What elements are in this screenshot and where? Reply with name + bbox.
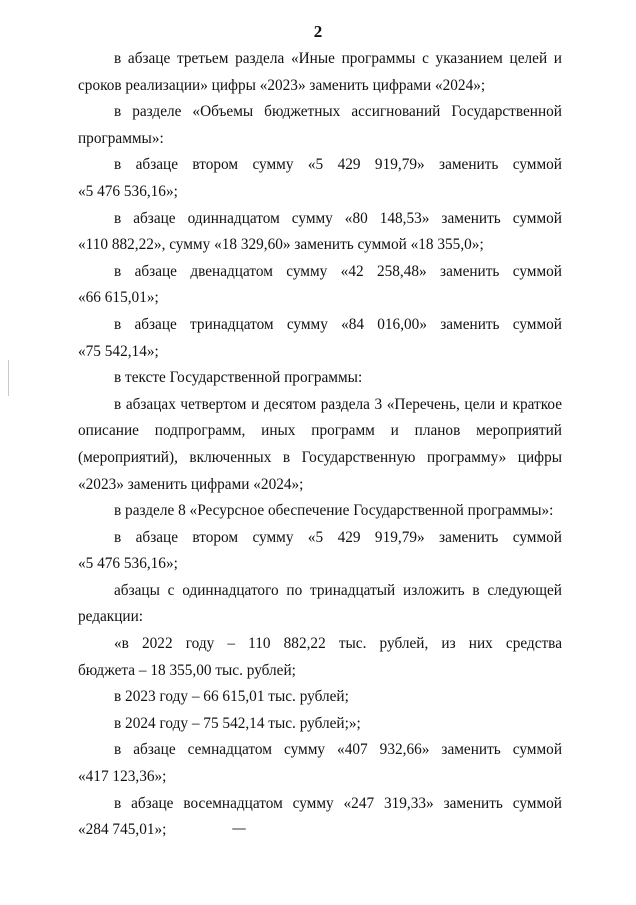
page-number: 2 bbox=[313, 22, 323, 41]
text-line: «110 882,22», сумму «18 329,60» заменить суммой «18 355,0»; bbox=[78, 236, 484, 254]
text-line: в абзацах четвертом и десятом раздела 3 «Перечень, цели и краткое bbox=[114, 395, 562, 413]
text-line: «в 2022 году – 110 882,22 тыс. рублей, из них средства bbox=[114, 635, 562, 653]
text-line: программы»: bbox=[78, 129, 164, 147]
text-line: в абзаце восемнадцатом сумму «247 319,33» заменить суммой bbox=[114, 794, 562, 812]
text-line: «5 476 536,16»; bbox=[78, 555, 178, 573]
text-line: в абзаце тринадцатом сумму «84 016,00» заменить суммой bbox=[114, 315, 562, 333]
text-line: в абзаце втором сумму «5 429 919,79» заменить суммой bbox=[114, 528, 562, 546]
text-line: «66 615,01»; bbox=[78, 289, 159, 307]
text-line: в разделе 8 «Ресурсное обеспечение Государственной программы»: bbox=[114, 502, 554, 520]
text-line: в абзаце третьем раздела «Иные программы с указанием целей и bbox=[114, 50, 562, 67]
text-line: бюджета – 18 355,00 тыс. рублей; bbox=[78, 661, 296, 679]
scan-artifact-bottom bbox=[232, 828, 246, 830]
text-line: в абзаце семнадцатом сумму «407 932,66» заменить суммой bbox=[114, 741, 562, 759]
text-line: в 2024 году – 75 542,14 тыс. рублей;»; bbox=[114, 714, 361, 732]
text-line: в абзаце втором сумму «5 429 919,79» заменить суммой bbox=[114, 156, 562, 174]
text-line: сроков реализации» цифры «2023» заменить цифрами «2024»; bbox=[78, 76, 486, 94]
document-body bbox=[78, 46, 562, 844]
text-line: «2023» заменить цифрами «2024»; bbox=[78, 475, 304, 493]
text-line: «284 745,01»; bbox=[78, 821, 167, 839]
text-line: в тексте Государственной программы: bbox=[114, 369, 363, 387]
text-line: в абзаце одиннадцатом сумму «80 148,53» заменить суммой bbox=[114, 209, 562, 227]
text-line: «5 476 536,16»; bbox=[78, 182, 178, 200]
text-line: в 2023 году – 66 615,01 тыс. рублей; bbox=[114, 688, 349, 706]
scan-artifact-left bbox=[8, 360, 9, 396]
text-line: редакции: bbox=[78, 608, 144, 626]
text-line: «75 542,14»; bbox=[78, 342, 159, 360]
text-line: в абзаце двенадцатом сумму «42 258,48» заменить суммой bbox=[114, 262, 562, 280]
text-line: абзацы с одиннадцатого по тринадцатый изложить в следующей bbox=[114, 581, 562, 599]
text-line: (мероприятий), включенных в Государственную программу» цифры bbox=[78, 448, 562, 466]
text-line: описание подпрограмм, иных программ и планов мероприятий bbox=[78, 422, 562, 440]
text-line: в разделе «Объемы бюджетных ассигнований Государственной bbox=[114, 103, 562, 121]
text-line: «417 123,36»; bbox=[78, 768, 167, 786]
